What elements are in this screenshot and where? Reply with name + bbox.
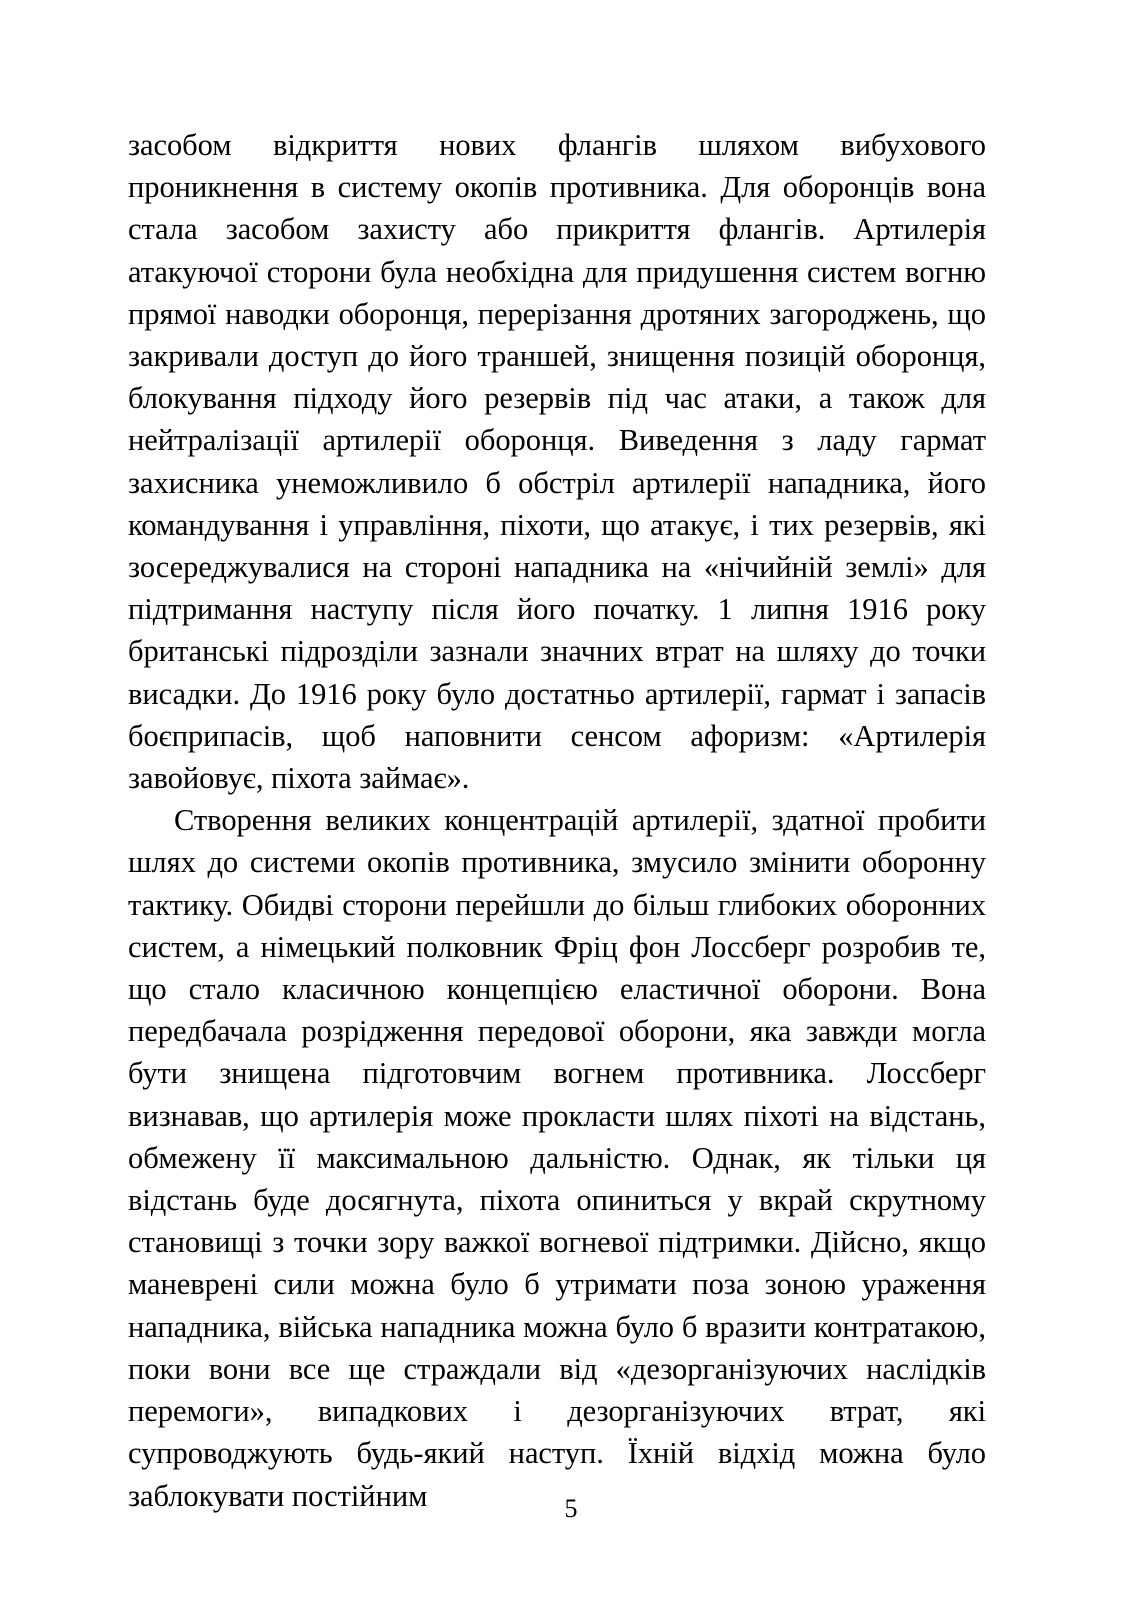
paragraph-second: Створення великих концентрацій артилерії, здатної пробити шлях до системи окопів противника, змусило змінити оборонну тактику. Обидві сторони перейшли до більш глибоких оборонних систем, а німецький полковник Фріц фон Лоссберг розробив те, що стало класичною концепцією еластичної оборони. Вона передбачала розрідження передової оборони, яка завжди могла бути знищена підготовчим вогнем противника. Лоссберг визнавав, що артилерія може прокласти шлях піхоті на відстань, обмежену її максимальною дальністю. Однак, як тільки ця відстань буде досягнута, піхота опиниться у вкрай скрутному становищі з точки зору важкої вогневої підтримки. Дійсно, якщо маневрені сили можна було б утримати поза зоною ураження нападника, війська нападника можна було б вразити контратакою, поки вони все ще страждали від «дезорганізуючих наслідків перемоги», випадкових і дезорганізуючих втрат, які супроводжують будь-який наступ. Їхній відхід можна було заблокувати постійним: [128, 803, 986, 1513]
page-number: 5: [564, 1494, 578, 1523]
paragraph-continuation: засобом відкриття нових флангів шляхом вибухового проникнення в систему окопів противника. Для оборонців вона стала засобом захисту або прикриття флангів. Артилерія атакуючої сторони була необхідна для придушення систем вогню прямої наводки оборонця, перерізання дротяних загороджень, що закривали доступ до його траншей, знищення позицій оборонця, блокування підходу його резервів під час атаки, а також для нейтралізації артилерії оборонця. Виведення з ладу гармат захисника унеможливило б обстріл артилерії нападника, його командування і управління, піхоти, що атакує, і тих резервів, які зосереджувалися на стороні нападника на «нічийній землі» для підтримання наступу після його початку. 1 липня 1916 року британські підрозділи зазнали значних втрат на шляху до точки висадки. До 1916 року було достатньо артилерії, гармат і запасів боєприпасів, щоб наповнити сенсом афоризм: «Артилерія завойовує, піхота займає».: [128, 128, 986, 796]
body-text-column: [128, 124, 986, 1517]
